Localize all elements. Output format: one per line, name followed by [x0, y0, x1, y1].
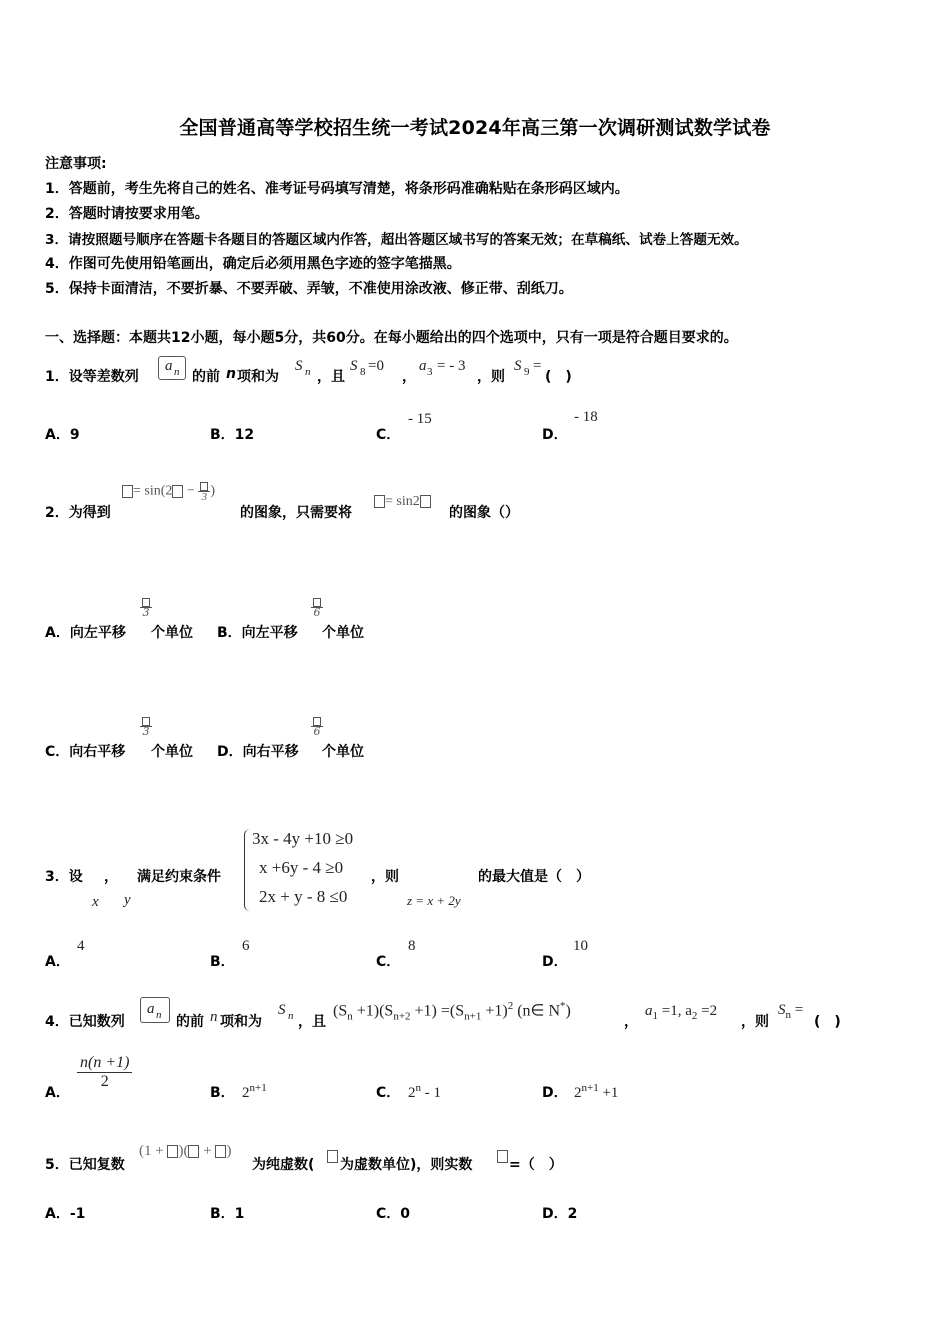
q3-text: 的最大值是（ ） [478, 869, 590, 885]
q4-a2-sub: 2 [691, 1010, 698, 1022]
q2-option-b[interactable] [217, 622, 298, 642]
q2-option-d-label: D．向右平移 [217, 744, 299, 760]
q2-option-b-frac-bot: 6 [313, 606, 321, 619]
q2-option-d-frac-bot: 6 [313, 725, 321, 738]
q4-n: n [210, 1009, 218, 1025]
q3-stem: 3．设 [45, 869, 83, 885]
page-title: 全国普通高等学校招生统一考试2024年高三第一次调研测试数学试卷 [179, 117, 771, 139]
q2-option-b-frac [311, 597, 323, 618]
q1-option-d-label: D． [542, 427, 568, 443]
placeholder-glyph [200, 482, 208, 491]
q5-option-c-label: C． [376, 1206, 401, 1222]
q1-option-a-label: A． [45, 427, 70, 443]
q1-option-c-value: - 15 [408, 411, 432, 427]
q5-formula [139, 1143, 231, 1160]
q1-text: 项和为 [237, 369, 279, 385]
q3-option-a-label: A． [45, 954, 70, 970]
q2-option-d-unit: 个单位 [322, 744, 364, 760]
q4-option-d-base: 2 [574, 1085, 582, 1101]
q2-option-d-frac [311, 716, 323, 737]
q4-seq: a [147, 1001, 155, 1017]
q4-seq-sub: n [156, 1009, 162, 1021]
q4-Sn-sub: n [785, 1009, 791, 1021]
q4-option-d-exp: n+1 [581, 1082, 599, 1094]
q2-text: 的图象，只需要将 [240, 505, 352, 521]
q5-option-b[interactable] [210, 1203, 244, 1223]
q4-option-d-tail: +1 [598, 1085, 619, 1101]
q2-option-c-label: C．向右平移 [45, 744, 126, 760]
q4-eq-part: +1) =(S [410, 1002, 465, 1020]
q4-eq-part: +1) [481, 1002, 508, 1020]
q4-stem: 4．已知数列 [45, 1014, 125, 1030]
q2-formula-1a: = sin(2 [133, 483, 173, 499]
notice-item-2: 2．答题时请按要求用笔。 [45, 206, 209, 222]
q4-option-c-label: C． [376, 1085, 401, 1101]
q1-option-d-value: - 18 [574, 409, 598, 425]
q4-option-b-exp: n+1 [249, 1082, 267, 1094]
q2-option-a[interactable] [45, 622, 126, 642]
q4-text: ， [624, 1014, 638, 1030]
q5-formula-part: ) [226, 1143, 232, 1159]
q3-option-b[interactable] [210, 951, 235, 971]
q1-S9: S [514, 358, 522, 374]
q5-a-symbol [497, 1146, 508, 1165]
q5-formula-part: + [199, 1143, 216, 1159]
q4-eq-sup: 2 [507, 1000, 514, 1012]
q5-option-d[interactable] [542, 1203, 577, 1223]
q5-option-b-value: 1 [234, 1206, 245, 1222]
q1-S: S [295, 358, 303, 374]
q4-option-b-label: B． [210, 1085, 235, 1101]
q2-option-c-frac [140, 716, 152, 737]
section-heading: 一、选择题：本题共12小题，每小题5分，共60分。在每小题给出的四个选项中，只有一项是符合题目要求的。 [45, 330, 738, 346]
q3-text: ，则 [371, 869, 399, 885]
placeholder-glyph [122, 485, 133, 498]
q2-frac-1 [198, 481, 210, 502]
q3-constraint-2: x +6y - 4 ≥0 [259, 858, 344, 877]
q3-y: y [124, 892, 131, 908]
q5-option-d-value: 2 [567, 1206, 578, 1222]
q2-formula-2 [374, 494, 431, 510]
q3-option-d-label: D． [542, 954, 568, 970]
q4-option-b[interactable] [210, 1082, 235, 1102]
q5-option-c[interactable] [376, 1203, 410, 1223]
q5-stem: 5．已知复数 [45, 1157, 125, 1173]
q4-option-a-num: n(n +1) [80, 1054, 130, 1071]
q4-option-a-frac [77, 1054, 132, 1091]
q1-text: ，则 [477, 369, 505, 385]
q1-stem: 1．设等差数列 [45, 369, 139, 385]
q3-text: 满足约束条件 [137, 869, 221, 885]
q4-eq-part: ) [565, 1002, 571, 1020]
q4-option-c-base: 2 [408, 1085, 416, 1101]
q2-option-a-label: A．向左平移 [45, 625, 126, 641]
q2-stem: 2．为得到 [45, 505, 111, 521]
q4-Sn-val: = [791, 1002, 804, 1018]
q4-text: ，且 [298, 1014, 326, 1030]
q1-option-b-label: B． [210, 427, 235, 443]
q5-option-b-label: B． [210, 1206, 235, 1222]
q1-option-b-value: 12 [234, 427, 255, 443]
q2-frac-1-bot: 3 [201, 491, 208, 503]
q3-option-c[interactable] [376, 951, 400, 971]
q4-Sn-S: S [778, 1002, 786, 1018]
q2-option-d[interactable] [217, 741, 299, 761]
q4-a2-val: =2 [697, 1003, 718, 1019]
q4-eq-part: (n∈ N [513, 1002, 561, 1020]
q1-a3-sub: 3 [427, 366, 433, 378]
q1-S8: S [350, 358, 358, 374]
placeholder-glyph [420, 495, 431, 508]
q3-option-a-value: 4 [77, 938, 85, 954]
q3-option-a[interactable] [45, 951, 70, 971]
q3-objective: z = x + 2y [407, 893, 461, 908]
q5-option-a[interactable] [45, 1203, 85, 1223]
q5-option-c-value: 0 [400, 1206, 411, 1222]
q1-text: 的前 [192, 369, 220, 385]
q3-constraint-1: 3x - 4y +10 ≥0 [252, 829, 354, 848]
q3-x: x [92, 894, 99, 910]
q4-S-sub: n [288, 1010, 294, 1022]
q4-text: 的前 [176, 1014, 204, 1030]
q5-text: 为虚数单位)，则实数 [340, 1157, 473, 1173]
q4-option-c-value [408, 1082, 441, 1102]
q2-option-c-frac-bot: 3 [142, 725, 150, 738]
q4-text: 项和为 [220, 1014, 262, 1030]
placeholder-glyph [374, 495, 385, 508]
q4-option-d-value [574, 1082, 618, 1102]
q3-option-c-value: 8 [408, 938, 416, 954]
notice-item-1: 1．答题前，考生先将自己的姓名、准考证号码填写清楚，将条形码准确粘贴在条形码区域内。 [45, 181, 629, 197]
q4-eq-sub: n+2 [393, 1010, 411, 1023]
q1-a3-val: = - 3 [437, 358, 466, 374]
q4-Sn [778, 1002, 803, 1021]
q4-paren: ( ) [814, 1014, 841, 1030]
q1-option-b[interactable] [210, 424, 254, 444]
q1-option-a-value: 9 [69, 427, 80, 443]
q4-option-b-value [242, 1082, 267, 1102]
q1-option-c[interactable] [376, 424, 400, 444]
q4-eq-sub: n [347, 1010, 353, 1023]
q3-constraint-3: 2x + y - 8 ≤0 [259, 887, 348, 906]
q4-eq-sup: * [560, 1000, 566, 1012]
q4-option-a-den: 2 [100, 1073, 109, 1090]
q2-option-b-unit: 个单位 [322, 625, 364, 641]
q1-text: ，且 [317, 369, 345, 385]
q1-seq-sub: n [174, 366, 180, 378]
placeholder-glyph [167, 1145, 178, 1158]
q3-comma: ， [104, 869, 118, 885]
notice-item-5: 5．保持卡面清洁，不要折暴、不要弄破、弄皱，不准使用涂改液、修正带、刮纸刀。 [45, 281, 573, 297]
q5-option-d-label: D． [542, 1206, 568, 1222]
q2-formula-2-text: = sin2 [385, 494, 420, 509]
notice-item-3: 3．请按照题号顺序在答题卡各题目的答题区域内作答，超出答题区域书写的答案无效；在草稿纸、试卷上答题无效。 [45, 232, 748, 248]
q1-S9-sub: 9 [524, 366, 530, 378]
placeholder-glyph [327, 1150, 338, 1163]
q4-option-b-base: 2 [242, 1085, 250, 1101]
q2-option-b-label: B．向左平移 [217, 625, 298, 641]
q5-i-symbol [327, 1146, 338, 1165]
q5-formula-part: (1 + [139, 1143, 168, 1159]
q4-option-a-label: A． [45, 1085, 70, 1101]
q4-option-c-exp: n [415, 1082, 421, 1094]
q4-seq-bracket [140, 997, 170, 1023]
q2-formula-1c: ) [210, 483, 215, 499]
q1-option-d[interactable] [542, 424, 568, 444]
q5-text: =（ ） [509, 1157, 563, 1173]
q1-option-c-label: C． [376, 427, 401, 443]
placeholder-glyph [172, 485, 183, 498]
q4-option-c[interactable] [376, 1082, 400, 1102]
q4-S: S [278, 1002, 286, 1018]
q4-eq-sub: n+1 [464, 1010, 482, 1023]
q1-paren: ( ) [545, 369, 572, 385]
q4-eq-part: (S [333, 1002, 348, 1020]
q4-option-c-tail: - 1 [421, 1085, 441, 1101]
q2-option-c-unit: 个单位 [151, 744, 193, 760]
q5-option-a-value: -1 [69, 1206, 86, 1222]
q3-brace [244, 829, 251, 911]
q5-formula-part: )( [178, 1143, 189, 1159]
q2-option-c[interactable] [45, 741, 125, 761]
q1-seq: a [165, 358, 173, 374]
q2-formula-1 [122, 481, 215, 502]
q1-S8-sub: 8 [360, 366, 366, 378]
q4-a1-sub: 1 [652, 1010, 658, 1022]
q1-S9-val: = [533, 358, 542, 374]
q3-option-d[interactable] [542, 951, 568, 971]
q2-option-a-unit: 个单位 [151, 625, 193, 641]
notice-item-4: 4．作图可先使用铅笔画出，确定后必须用黑色字迹的签字笔描黑。 [45, 256, 461, 272]
q4-option-a[interactable] [45, 1082, 70, 1102]
q4-option-d[interactable] [542, 1082, 568, 1102]
q2-text: 的图象（） [449, 505, 519, 521]
q5-option-a-label: A． [45, 1206, 70, 1222]
q2-option-a-frac-bot: 3 [142, 606, 150, 619]
q1-S8-val: =0 [368, 358, 384, 374]
q1-a3: a [419, 358, 427, 374]
placeholder-glyph [215, 1145, 226, 1158]
q3-option-b-value: 6 [242, 938, 250, 954]
q4-text: ，则 [741, 1014, 769, 1030]
notice-heading: 注意事项: [45, 156, 107, 172]
q5-text: 为纯虚数( [252, 1157, 315, 1173]
q3-option-d-value: 10 [573, 938, 588, 954]
q2-formula-1b: − [183, 483, 199, 499]
q4-initials [645, 1003, 717, 1022]
q4-a1: a [645, 1003, 653, 1019]
q1-text: ， [402, 369, 416, 385]
q1-option-a[interactable] [45, 424, 80, 444]
q1-n: n [226, 366, 236, 382]
q3-option-b-label: B． [210, 954, 235, 970]
placeholder-glyph [188, 1145, 199, 1158]
q4-eq-part: +1)(S [352, 1002, 394, 1020]
q3-option-c-label: C． [376, 954, 401, 970]
q2-option-a-frac [140, 597, 152, 618]
q4-option-d-label: D． [542, 1085, 568, 1101]
q1-S-sub: n [305, 366, 311, 378]
q4-a1-val: =1, a [658, 1003, 692, 1019]
q4-equation [333, 1000, 571, 1023]
placeholder-glyph [497, 1150, 508, 1163]
